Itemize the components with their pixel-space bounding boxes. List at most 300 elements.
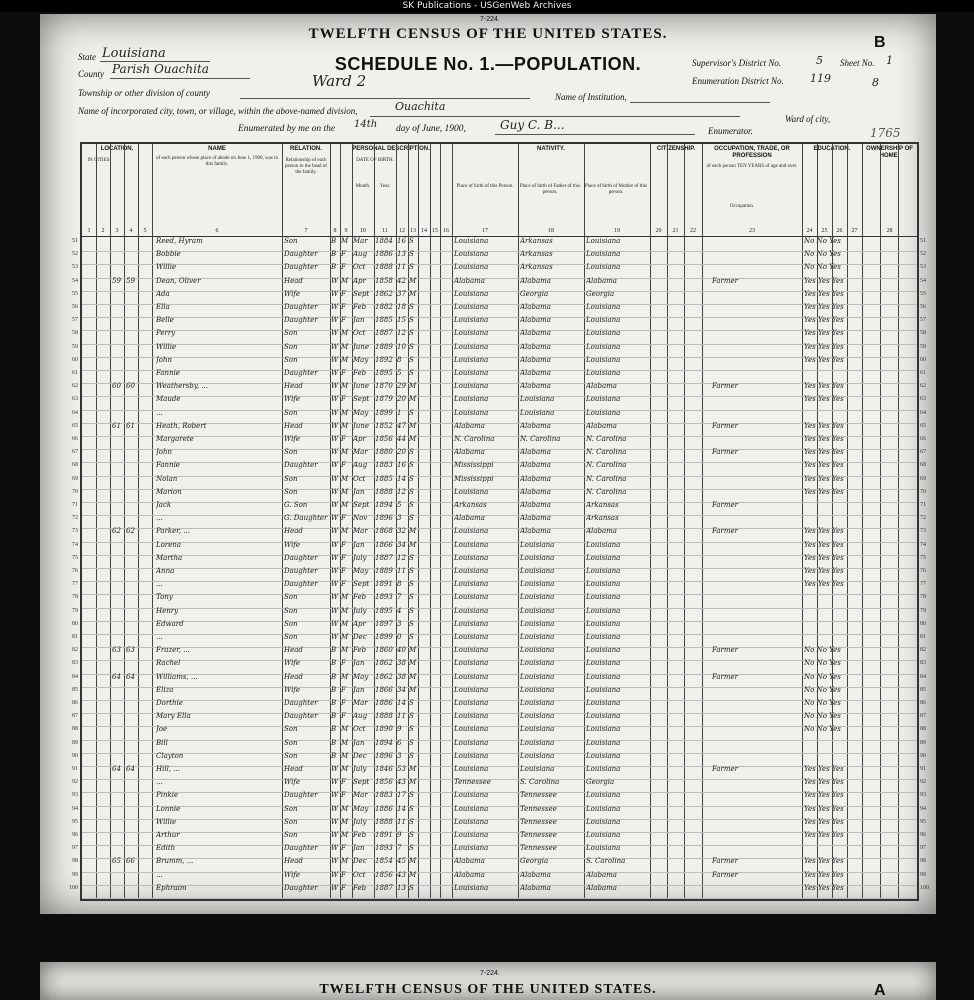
marital-status: S (409, 712, 414, 721)
sex: F (341, 250, 346, 259)
birthplace-mother: Louisiana (586, 646, 621, 655)
row-number-right: 82 (920, 647, 926, 654)
marital-status: S (409, 501, 414, 509)
person-name: Nolan (156, 474, 178, 483)
birth-year: 1860 (375, 646, 393, 655)
birthplace-mother: Louisiana (586, 659, 621, 668)
race: W (331, 395, 339, 404)
birth-month: Jan (353, 844, 365, 853)
column-number: 9 (344, 228, 348, 234)
person-name: Margarete (156, 435, 194, 443)
education: Yes Yes Yes (804, 316, 844, 325)
relation: Son (284, 751, 298, 760)
birth-year: 1889 (375, 567, 393, 575)
enumerator-name: Guy C. B... (500, 118, 565, 132)
row-number: 92 (72, 779, 78, 786)
township-line (240, 98, 530, 99)
birthplace-person: Louisiana (454, 738, 489, 747)
birthplace-mother: Louisiana (586, 725, 621, 734)
marital-status: M (409, 857, 417, 866)
row-number: 74 (72, 541, 78, 548)
birth-month: Apr (353, 435, 366, 443)
birth-month: July (353, 817, 367, 826)
row-number-right: 67 (920, 449, 926, 456)
birthplace-mother: Louisiana (586, 804, 621, 813)
marital-status: S (409, 461, 414, 470)
race: W (331, 778, 339, 787)
race: B (331, 725, 337, 734)
birth-month: Feb (353, 593, 367, 602)
row-number: 94 (72, 805, 78, 812)
enumerated-prefix: Enumerated by me on the (238, 124, 336, 134)
marital-status: M (409, 540, 417, 549)
person-name: Bill (156, 738, 168, 747)
person-name: Willie (156, 342, 177, 351)
birth-month: Mar (353, 448, 368, 457)
family-number: 60 (126, 382, 135, 391)
form-number: 7-224. (480, 16, 500, 23)
table-row (69, 883, 929, 899)
enumerated-day: 14th (354, 119, 378, 130)
birth-year: 1883 (375, 461, 393, 470)
row-number: 51 (72, 238, 78, 244)
birthplace-person: Louisiana (454, 883, 489, 892)
age: 14 (397, 474, 406, 483)
birthplace-mother: S. Carolina (586, 857, 626, 866)
marital-status: M (409, 382, 417, 391)
sex: F (341, 870, 346, 879)
row-number-right: 81 (920, 634, 926, 640)
age: 43 (397, 778, 406, 787)
birth-month: Mar (353, 237, 368, 245)
row-number: 99 (72, 871, 78, 878)
age: 16 (397, 461, 406, 470)
race: W (331, 342, 339, 351)
relation: Head (284, 857, 303, 866)
age: 11 (397, 263, 406, 272)
education: Yes Yes Yes (804, 883, 844, 892)
race: W (331, 329, 339, 338)
row-number-right: 88 (920, 726, 926, 733)
sex: M (341, 382, 349, 391)
sex: M (341, 527, 349, 536)
race: W (331, 421, 339, 430)
row-number: 58 (72, 330, 78, 337)
relation: Son (284, 342, 298, 351)
location-header: LOCATION. (100, 146, 134, 152)
age: 9 (397, 831, 402, 839)
marital-status: S (409, 263, 414, 272)
race: W (331, 633, 339, 641)
birthplace-person: Louisiana (454, 699, 489, 707)
table-header (82, 144, 917, 237)
education: No No Yes (804, 725, 841, 734)
birthplace-father: Louisiana (520, 408, 555, 417)
birth-year: 1891 (375, 580, 393, 589)
person-name: ... (156, 633, 163, 641)
birth-month: May (353, 672, 369, 681)
birth-father-header: Place of birth of Father of this person. (519, 184, 581, 195)
occupation: Farmer (712, 646, 739, 655)
sex: M (341, 725, 349, 734)
county-label: County (78, 69, 104, 79)
age: 53 (397, 765, 406, 773)
age: 12 (397, 487, 406, 496)
birthplace-father: Alabama (520, 421, 551, 430)
row-number-right: 69 (920, 475, 926, 482)
birthplace-mother: Louisiana (586, 540, 621, 549)
birth-month: July (353, 765, 367, 773)
marital-status: M (409, 435, 417, 443)
birthplace-mother: Louisiana (586, 606, 621, 615)
age: 20 (397, 395, 406, 404)
sex: M (341, 593, 349, 602)
birthplace-person: Louisiana (454, 303, 489, 311)
birth-year: 1856 (375, 870, 393, 879)
birth-month: Feb (353, 646, 367, 655)
birthplace-mother: Louisiana (586, 712, 621, 721)
race: B (331, 659, 337, 668)
column-number: 17 (482, 228, 488, 234)
row-number-right: 72 (920, 515, 926, 522)
birthplace-person: Arkansas (454, 501, 487, 509)
personal-header: PERSONAL DESCRIPTION. (352, 146, 430, 152)
education: Yes Yes Yes (804, 580, 844, 589)
birthplace-father: Arkansas (520, 237, 553, 245)
birthplace-person: Louisiana (454, 646, 489, 655)
age: 29 (397, 382, 406, 391)
row-number-right: 98 (920, 858, 926, 865)
birthplace-mother: N. Carolina (586, 461, 627, 470)
marital-status: S (409, 237, 414, 245)
birthplace-mother: Alabama (586, 276, 617, 285)
occupation: Farmer (712, 276, 739, 285)
birth-year: 1884 (375, 237, 393, 245)
birthplace-mother: Louisiana (586, 751, 621, 760)
row-number-right: 54 (920, 277, 926, 284)
birthplace-person: Louisiana (454, 831, 489, 839)
person-name: Anna (156, 567, 175, 575)
race: W (331, 606, 339, 615)
birthplace-person: Louisiana (454, 263, 489, 272)
marital-status: M (409, 527, 417, 536)
birthplace-father: Alabama (520, 514, 551, 523)
row-number-right: 96 (920, 832, 926, 838)
birth-month: Jan (353, 316, 365, 325)
birth-year: 1854 (375, 857, 393, 866)
row-number: 76 (72, 568, 78, 574)
birth-month: June (353, 421, 369, 430)
education-header: EDUCATION. (813, 146, 851, 152)
relation: Daughter (284, 699, 318, 707)
marital-status: S (409, 567, 414, 575)
person-name: Joe (156, 725, 168, 734)
dwelling-number: 59 (112, 276, 121, 285)
sex: F (341, 395, 346, 404)
birthplace-father: Louisiana (520, 738, 555, 747)
birthplace-mother: Louisiana (586, 844, 621, 853)
birth-month: Oct (353, 870, 366, 879)
row-number-right: 84 (920, 673, 926, 680)
sex: M (341, 421, 349, 430)
birthplace-father: Georgia (520, 857, 549, 866)
main-title: TWELFTH CENSUS OF THE UNITED STATES. (308, 26, 668, 42)
person-name: John (156, 448, 173, 457)
birth-month: June (353, 382, 369, 391)
population-table (69, 142, 929, 901)
birthplace-mother: N. Carolina (586, 448, 627, 457)
row-number-right: 68 (920, 462, 926, 469)
marital-status: M (409, 276, 417, 285)
sex: F (341, 435, 346, 443)
race: W (331, 435, 339, 443)
sex: M (341, 831, 349, 839)
birthplace-father: Alabama (520, 487, 551, 496)
education: Yes Yes Yes (804, 421, 844, 430)
sex: F (341, 567, 346, 575)
relation: Daughter (284, 567, 318, 575)
sex: M (341, 342, 349, 351)
relation: Wife (284, 540, 301, 549)
column-number: 27 (851, 228, 858, 234)
sex: F (341, 369, 346, 377)
race: W (331, 883, 339, 892)
relation-desc-header: Relationship of each person to the head of the family. (285, 158, 327, 175)
county-line (110, 78, 250, 79)
age: 11 (397, 817, 406, 826)
person-name: Fannie (156, 461, 180, 470)
birthplace-person: Louisiana (454, 725, 489, 734)
family-number: 62 (126, 527, 135, 536)
sex: F (341, 699, 346, 707)
marital-status: S (409, 250, 414, 259)
relation: Head (284, 421, 303, 430)
relation: Son (284, 408, 298, 417)
birthplace-father: Louisiana (520, 659, 555, 668)
education: Yes Yes Yes (804, 382, 844, 391)
column-number: 26 (836, 228, 843, 234)
education: Yes Yes Yes (804, 817, 844, 826)
birthplace-person: Alabama (454, 870, 485, 879)
relation: Head (284, 382, 303, 391)
birth-month: Dec (353, 633, 367, 641)
relation: Son (284, 831, 298, 839)
age: 5 (397, 501, 402, 509)
dwelling-number: 64 (112, 765, 121, 773)
birth-year: 1891 (375, 831, 393, 839)
person-name: Tony (156, 593, 173, 602)
education: Yes Yes Yes (804, 355, 844, 364)
birth-year: 1879 (375, 395, 393, 404)
sex: F (341, 514, 346, 523)
birthplace-person: Louisiana (454, 672, 489, 681)
census-sheet (40, 14, 936, 914)
row-number-right: 90 (920, 752, 926, 759)
row-number-right: 71 (920, 502, 926, 508)
person-name: Williams, ... (156, 672, 198, 681)
marital-status: S (409, 342, 414, 351)
row-number: 73 (72, 528, 78, 535)
relation: Head (284, 646, 303, 655)
education: No No Yes (804, 250, 841, 259)
birth-month: Mar (353, 527, 368, 536)
birth-mother-header: Place of birth of Mother of this person. (584, 184, 648, 195)
age: 0 (397, 633, 402, 641)
birthplace-mother: Alabama (586, 421, 617, 430)
relation: Wife (284, 778, 301, 787)
row-number-right: 87 (920, 713, 926, 720)
age: 1 (397, 408, 402, 417)
person-name: ... (156, 514, 163, 523)
birthplace-mother: Alabama (586, 870, 617, 879)
row-number-right: 77 (920, 581, 926, 588)
birthplace-person: Louisiana (454, 553, 489, 562)
dwelling-number: 62 (112, 527, 121, 536)
birthplace-mother: Alabama (586, 527, 617, 536)
age: 3 (397, 514, 402, 523)
column-number: 11 (382, 228, 388, 234)
race: B (331, 237, 337, 245)
birth-person-header: Place of birth of this Person. (456, 184, 514, 189)
birth-year: 1883 (375, 791, 393, 800)
sex: M (341, 408, 349, 417)
person-name: Edith (156, 844, 176, 853)
race: B (331, 751, 337, 760)
birth-year: 1868 (375, 527, 393, 536)
birthplace-mother: N. Carolina (586, 474, 627, 483)
sex: F (341, 712, 346, 721)
age: 3 (397, 619, 402, 628)
birth-year: 1862 (375, 659, 393, 668)
education: No No Yes (804, 263, 841, 272)
column-number: 10 (360, 228, 366, 234)
birth-month: Apr (353, 619, 366, 628)
age: 16 (397, 237, 406, 245)
education: Yes Yes Yes (804, 553, 844, 562)
sex: F (341, 778, 346, 787)
state-label: State (78, 52, 96, 62)
birth-year: 1862 (375, 672, 393, 681)
birth-year: 1888 (375, 487, 393, 496)
birth-year: 1856 (375, 778, 393, 787)
age: 12 (397, 553, 406, 562)
age: 8 (397, 580, 402, 589)
row-number-right: 58 (920, 330, 926, 337)
marital-status: S (409, 883, 414, 892)
relation: Son (284, 738, 298, 747)
sex: M (341, 646, 349, 655)
sex: F (341, 289, 346, 298)
birthplace-person: Louisiana (454, 342, 489, 351)
relation: Son (284, 487, 298, 496)
birth-month: June (353, 342, 369, 351)
column-number: 12 (399, 228, 405, 234)
row-number-right: 93 (920, 792, 926, 799)
birthplace-father: Alabama (520, 303, 551, 311)
row-number: 75 (72, 554, 78, 561)
sex: M (341, 606, 349, 615)
birthplace-father: Louisiana (520, 699, 555, 707)
birth-month: May (353, 804, 369, 813)
birth-month: Oct (353, 725, 366, 734)
race: W (331, 593, 339, 602)
birthplace-person: Louisiana (454, 289, 489, 298)
race: W (331, 289, 339, 298)
relation-header: RELATION. (290, 146, 322, 152)
sex: F (341, 580, 346, 589)
row-number: 88 (72, 726, 78, 733)
birth-month: Sept (353, 580, 370, 589)
sex: F (341, 685, 346, 694)
row-number: 82 (72, 647, 78, 654)
row-number-right: 70 (920, 488, 926, 495)
relation: Daughter (284, 461, 318, 470)
race: W (331, 408, 339, 417)
marital-status: M (409, 646, 417, 655)
relation: Daughter (284, 250, 318, 259)
row-number: 52 (72, 251, 78, 258)
row-number: 91 (72, 766, 78, 772)
marital-status: M (409, 685, 417, 694)
occupation: Farmer (712, 870, 739, 879)
birthplace-father: Alabama (520, 870, 551, 879)
sex: M (341, 804, 349, 813)
sex: M (341, 857, 349, 866)
birthplace-father: S. Carolina (520, 778, 560, 787)
birthplace-person: Louisiana (454, 540, 489, 549)
marital-status: S (409, 725, 414, 734)
row-number: 96 (72, 832, 78, 838)
ownership-header: OWNERSHIP OF HOME. (866, 146, 913, 159)
age: 6 (397, 738, 402, 747)
sheet-label: Sheet No. (840, 58, 875, 68)
row-number-right: 91 (920, 766, 926, 772)
marital-status: S (409, 474, 414, 483)
birth-month: Feb (353, 883, 367, 892)
row-number-right: 95 (920, 818, 926, 825)
birthplace-father: Louisiana (520, 619, 555, 628)
name-header: NAME (208, 146, 226, 152)
marital-status: S (409, 791, 414, 800)
column-number: 14 (421, 228, 427, 234)
education: Yes Yes Yes (804, 276, 844, 285)
birth-month: Sept (353, 289, 370, 298)
schedule-title: SCHEDULE No. 1.—POPULATION. (334, 54, 642, 74)
sex: M (341, 474, 349, 483)
birth-year: 1858 (375, 276, 393, 285)
sex: M (341, 765, 349, 773)
birth-month: Jan (353, 540, 365, 549)
birth-year: 1890 (375, 725, 393, 734)
row-number-right: 100 (920, 884, 929, 891)
birthplace-mother: N. Carolina (586, 487, 627, 496)
birthplace-person: Louisiana (454, 633, 489, 641)
row-number: 72 (72, 515, 78, 522)
relation: Daughter (284, 712, 318, 721)
birthplace-person: Louisiana (454, 619, 489, 628)
birthplace-mother: Louisiana (586, 237, 621, 245)
race: B (331, 672, 337, 681)
birthplace-person: Louisiana (454, 329, 489, 338)
person-name: Ella (156, 303, 170, 311)
birthplace-person: Alabama (454, 514, 485, 523)
person-name: Maude (156, 395, 181, 404)
relation: Head (284, 527, 303, 536)
birthplace-mother: Arkansas (586, 501, 619, 509)
person-name: Pinkie (156, 791, 179, 800)
race: B (331, 685, 337, 694)
relation: Daughter (284, 883, 318, 892)
